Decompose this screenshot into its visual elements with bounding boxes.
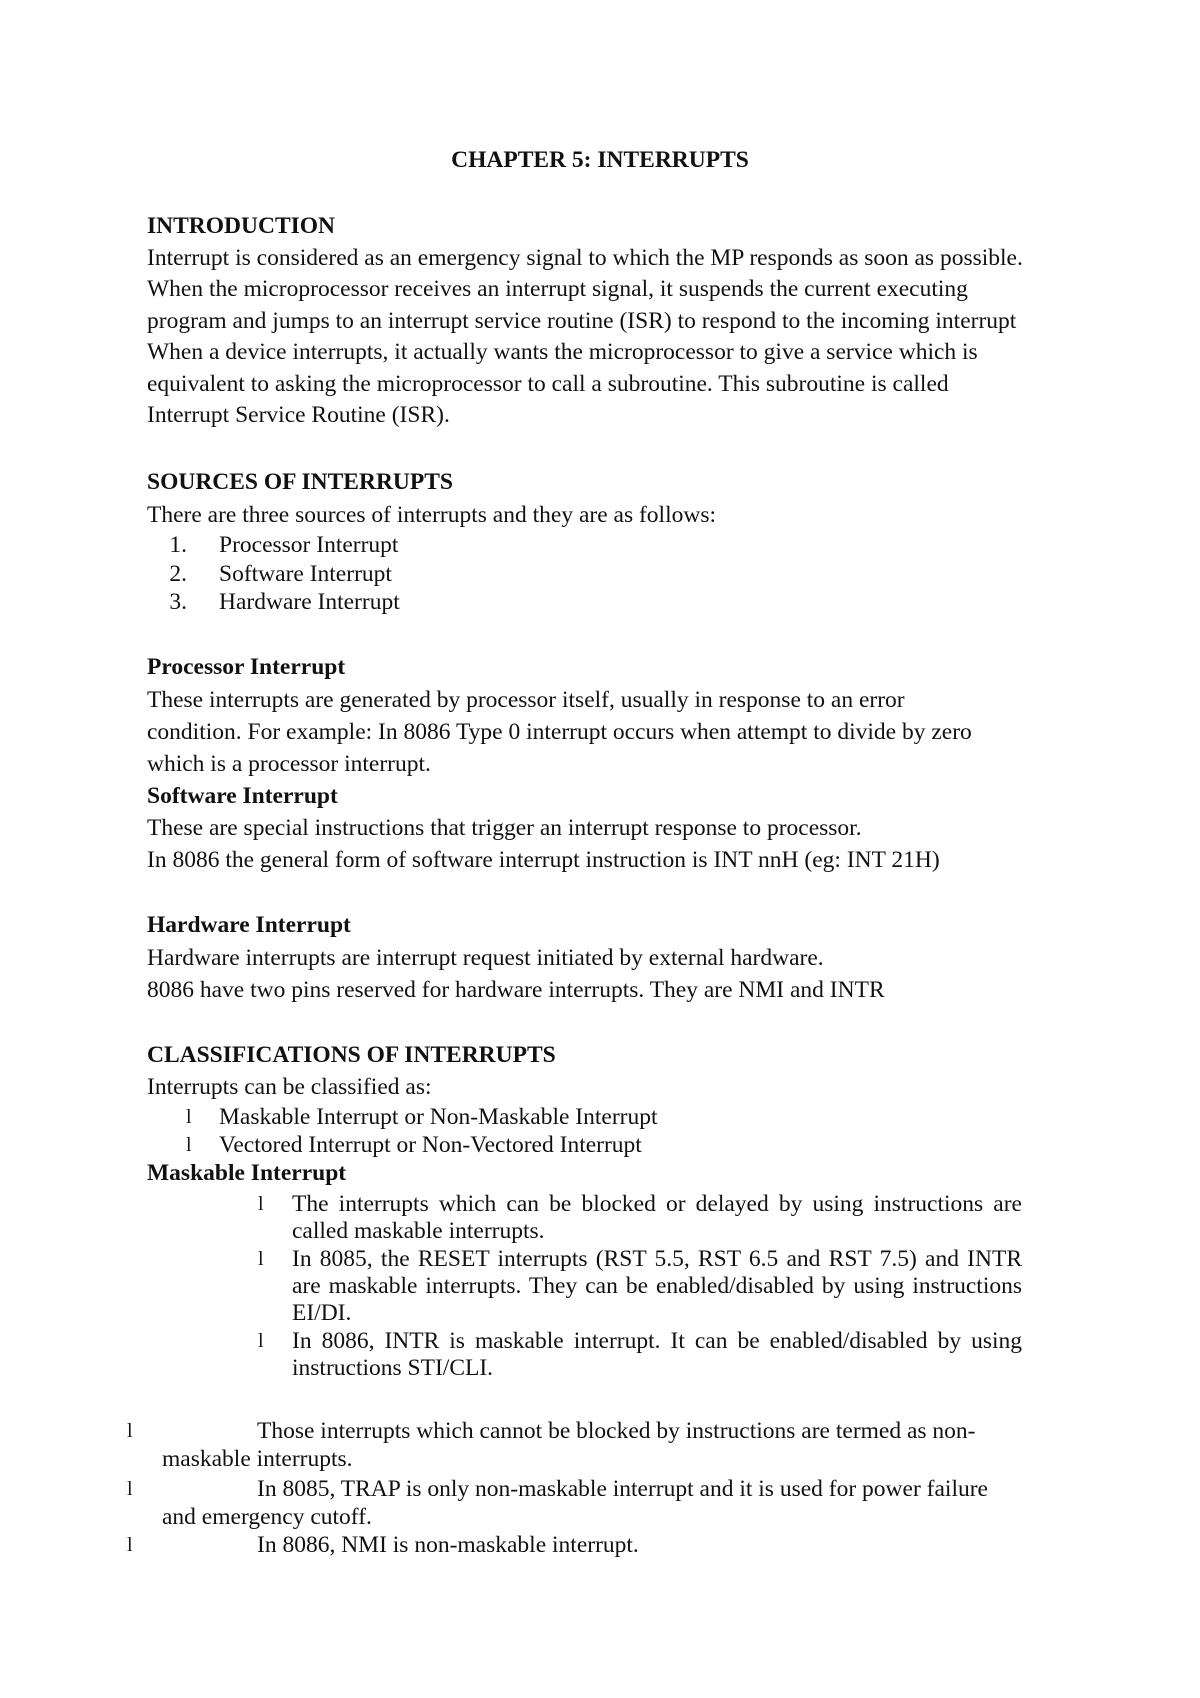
bullet-marker: l: [186, 1106, 192, 1128]
list-item: Hardware Interrupt: [219, 589, 400, 615]
sources-intro: There are three sources of interrupts and they are as follows:: [147, 502, 716, 528]
hardware-line: Hardware interrupts are interrupt request initiated by external hardware.: [147, 945, 824, 971]
introduction-heading: INTRODUCTION: [147, 213, 336, 239]
classification-item: Vectored Interrupt or Non-Vectored Interrupt: [219, 1132, 642, 1158]
list-item: Processor Interrupt: [219, 532, 399, 558]
bullet-marker: l: [127, 1420, 133, 1442]
hardware-line: 8086 have two pins reserved for hardware interrupts. They are NMI and INTR: [147, 977, 885, 1003]
introduction-line: program and jumps to an interrupt service routine (ISR) to respond to the incoming interrupt: [147, 308, 1017, 334]
bullet-marker: l: [127, 1534, 133, 1556]
list-number: 2.: [169, 561, 187, 587]
introduction-line: When the microprocessor receives an interrupt signal, it suspends the current executing: [147, 276, 968, 302]
bullet-marker: l: [258, 1248, 264, 1270]
processor-line: condition. For example: In 8086 Type 0 interrupt occurs when attempt to divide by zero: [147, 719, 972, 745]
maskable-bullet: The interrupts which can be blocked or delayed by using instructions are called maskable interrupts.: [292, 1191, 1022, 1244]
maskable-bullet: In 8085, the RESET interrupts (RST 5.5, RST 6.5 and RST 7.5) and INTR are maskable interrupts. They can be enabled/disabled by using instructions EI/DI.: [292, 1246, 1022, 1326]
classifications-heading: CLASSIFICATIONS OF INTERRUPTS: [147, 1042, 556, 1068]
bullet-marker: l: [127, 1478, 133, 1500]
processor-heading: Processor Interrupt: [147, 654, 346, 680]
sources-heading: SOURCES OF INTERRUPTS: [147, 469, 453, 495]
software-line: In 8086 the general form of software interrupt instruction is INT nnH (eg: INT 21H): [147, 847, 940, 873]
introduction-line: equivalent to asking the microprocessor to call a subroutine. This subroutine is called: [147, 371, 949, 397]
hardware-heading: Hardware Interrupt: [147, 912, 351, 938]
introduction-line: Interrupt is considered as an emergency signal to which the MP responds as soon as possible.: [147, 245, 1023, 271]
list-number: 1.: [169, 532, 187, 558]
list-item: Software Interrupt: [219, 561, 392, 587]
nonmaskable-line: In 8085, TRAP is only non-maskable interrupt and it is used for power failure: [257, 1476, 988, 1502]
software-line: These are special instructions that trigger an interrupt response to processor.: [147, 815, 862, 841]
classifications-intro: Interrupts can be classified as:: [147, 1074, 432, 1100]
bullet-marker: l: [258, 1330, 264, 1352]
nonmaskable-line: In 8086, NMI is non-maskable interrupt.: [257, 1532, 639, 1558]
maskable-heading: Maskable Interrupt: [147, 1160, 347, 1186]
nonmaskable-line: and emergency cutoff.: [162, 1504, 372, 1530]
introduction-line: When a device interrupts, it actually wants the microprocessor to give a service which is: [147, 339, 978, 365]
introduction-line: Interrupt Service Routine (ISR).: [147, 402, 450, 428]
maskable-bullet: In 8086, INTR is maskable interrupt. It can be enabled/disabled by using instructions STI/CLI.: [292, 1328, 1022, 1381]
bullet-marker: l: [186, 1134, 192, 1156]
chapter-title: CHAPTER 5: INTERRUPTS: [451, 147, 749, 173]
software-heading: Software Interrupt: [147, 783, 338, 809]
processor-line: which is a processor interrupt.: [147, 751, 431, 777]
classification-item: Maskable Interrupt or Non-Maskable Interrupt: [219, 1104, 658, 1130]
nonmaskable-line: Those interrupts which cannot be blocked by instructions are termed as non-: [257, 1418, 976, 1444]
bullet-marker: l: [258, 1193, 264, 1215]
nonmaskable-line: maskable interrupts.: [162, 1446, 353, 1472]
processor-line: These interrupts are generated by processor itself, usually in response to an error: [147, 687, 905, 713]
list-number: 3.: [169, 589, 187, 615]
